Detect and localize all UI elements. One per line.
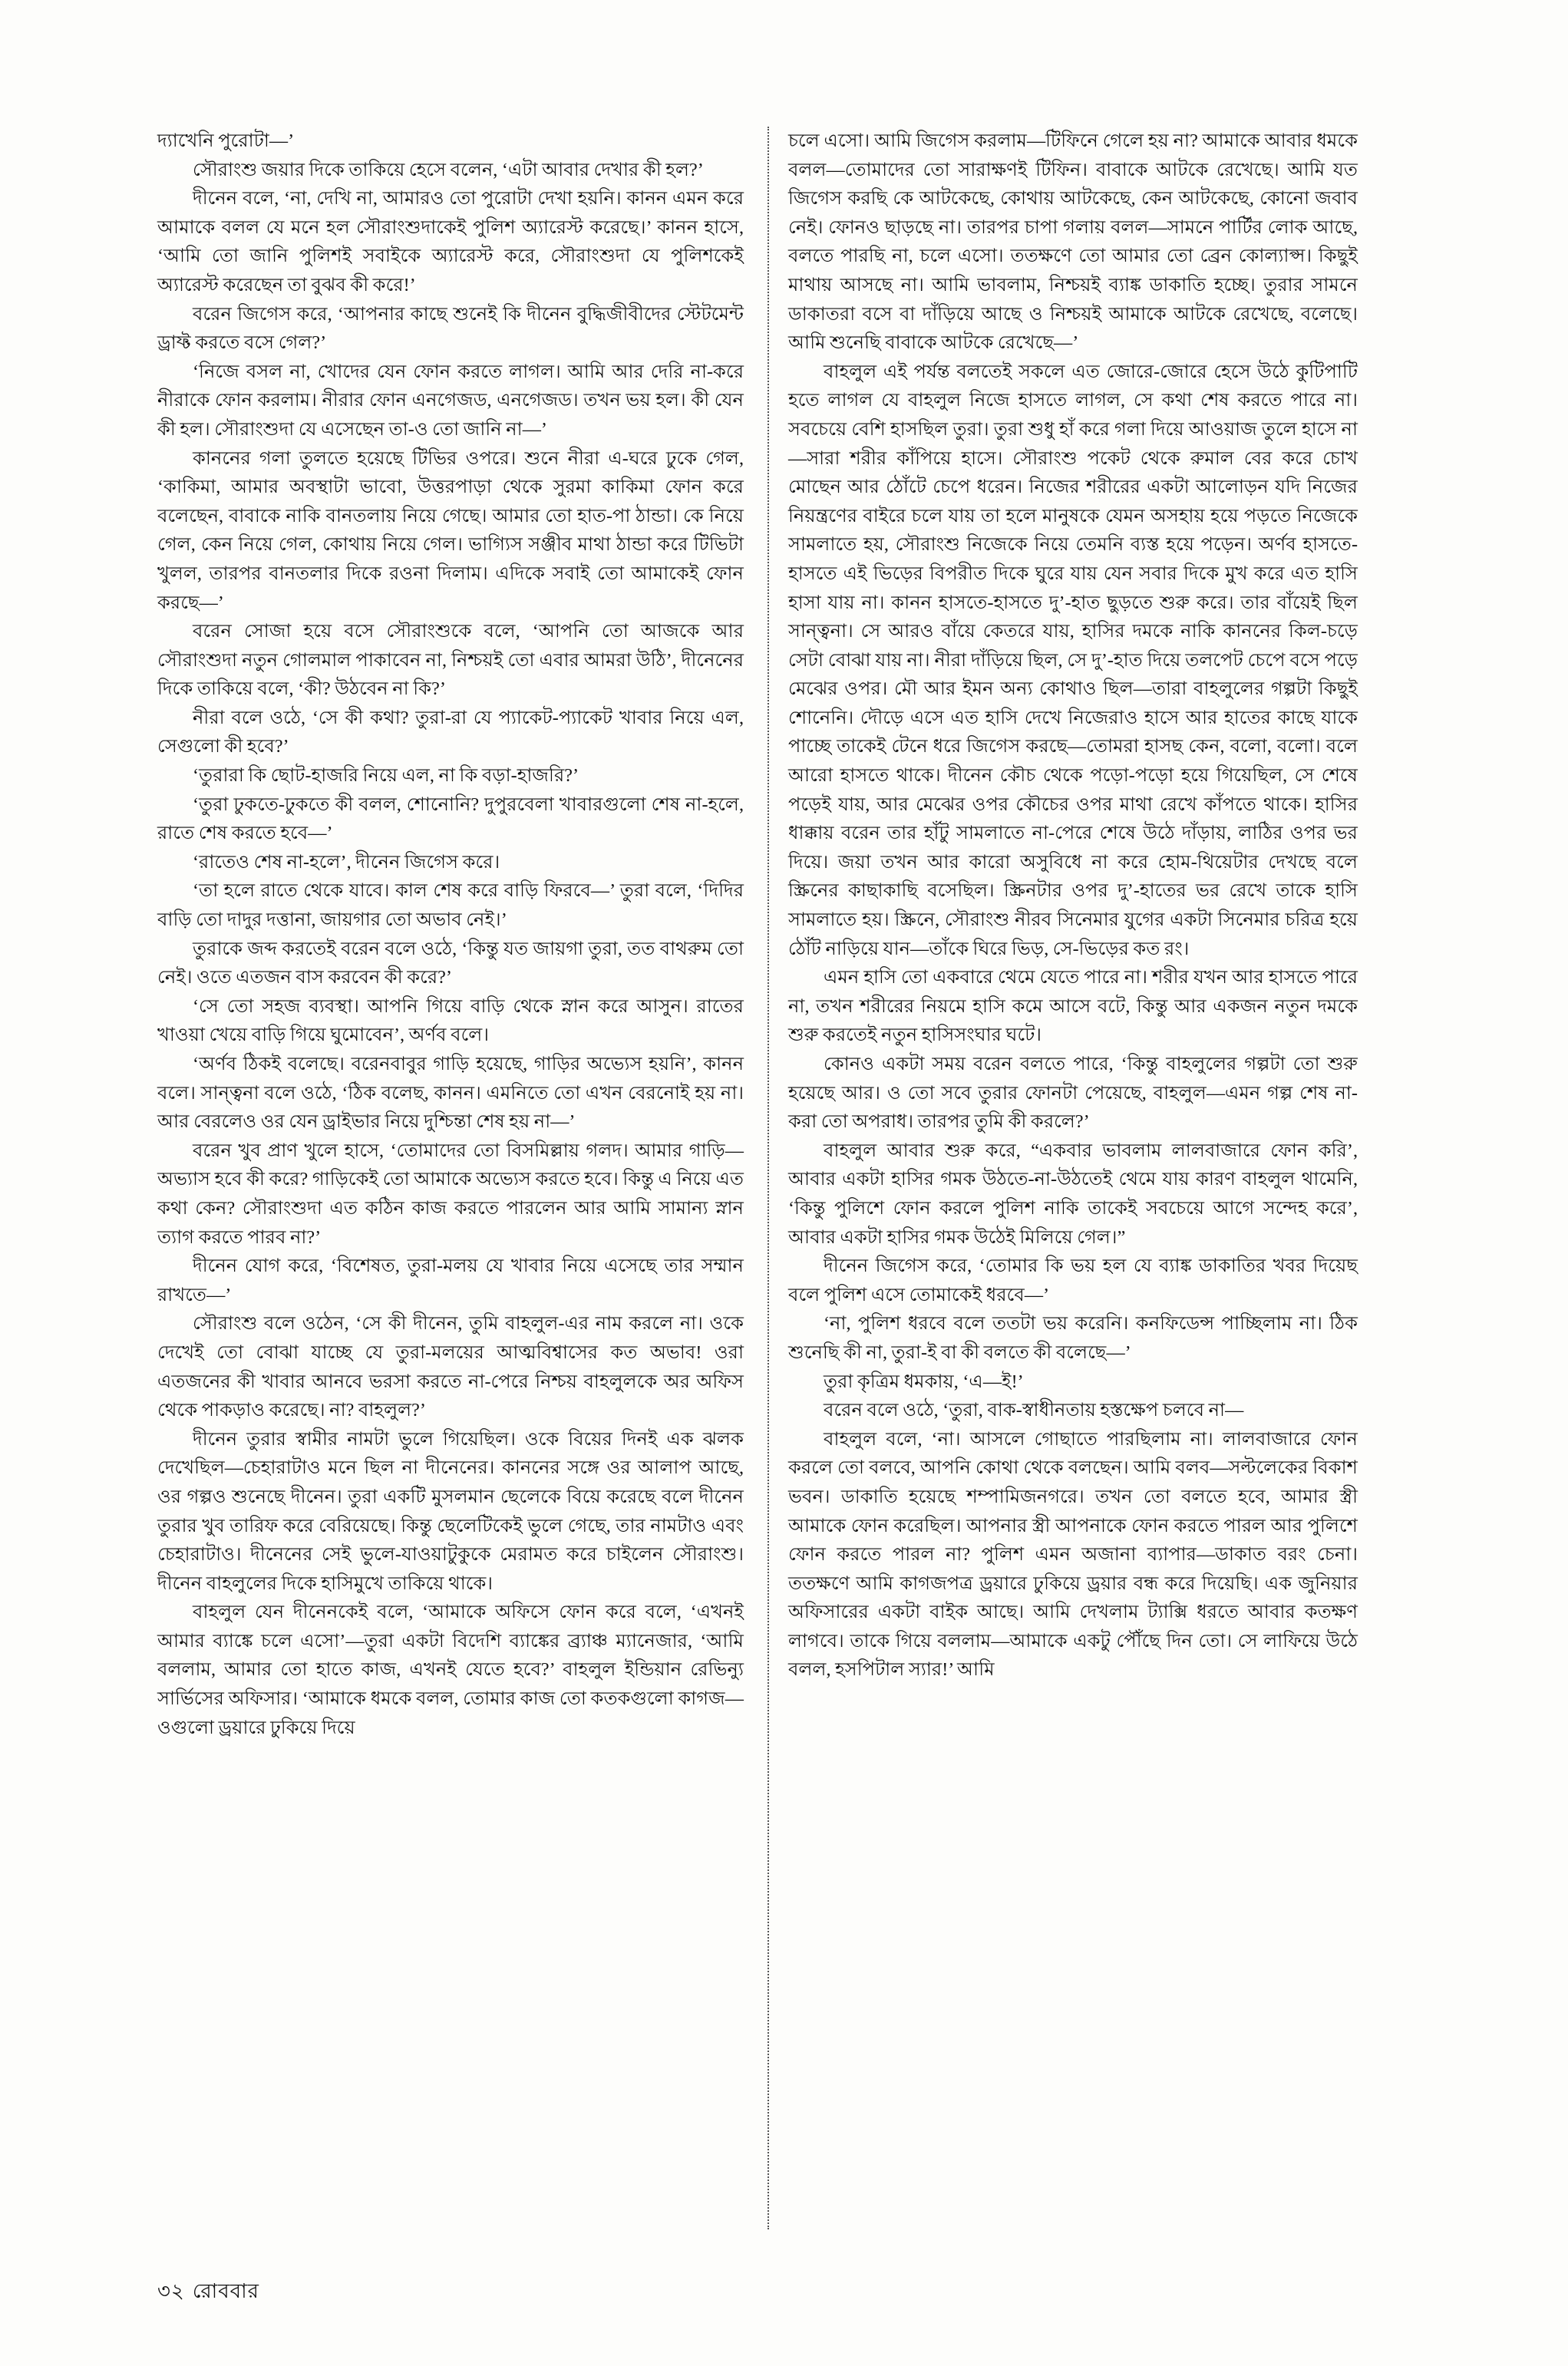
paragraph: বরেন খুব প্রাণ খুলে হাসে, ‘তোমাদের তো বিসমিল্লায় গলদ। আমার গাড়ি—অভ্যাস হবে কী করে? গাড়িকেই তো আমাকে অভ্যেস করতে হবে। কিন্তু এ নিয়ে এত কথা কেন? সৌরাংশুদা এত কঠিন কাজ করতে পারলেন আর আমি সামান্য স্নান ত্যাগ করতে পারব না?’ xyxy=(157,1140,744,1248)
paragraph: বাহলুল বলে, ‘না। আসলে গোছাতে পারছিলাম না। লালবাজারে ফোন করলে তো বলবে, আপনি কোথা থেকে বলছেন। আমি বলব—সল্টলেকের বিকাশ ভবন। ডাকাতি হয়েছে শম্পামিজনগরে। তখন তো বলতে হবে, আমার স্ত্রী আমাকে ফোন করেছিল। আপনার স্ত্রী আপনাকে ফোন করতে পারল আর পুলিশে ফোন করতে পারল না? পুলিশ এমন অজানা ব্যাপার—ডাকাত বরং চেনা। ততক্ষণে আমি কাগজপত্র ড্রয়ারে ঢুকিয়ে ড্রয়ার বন্ধ করে দিয়েছি। এক জুনিয়ার অফিসারের একটা বাইক আছে। আমি দেখলাম ট্যাক্সি ধরতে আবার কতক্ষণ লাগবে। তাকে গিয়ে বললাম—আমাকে একটু পৌঁছে দিন তো। সে লাফিয়ে উঠে বলল, হসপিটাল স্যার!’ আমি xyxy=(788,1428,1358,1681)
paragraph: দ্যাখেনি পুরোটা—’ xyxy=(157,130,295,151)
paragraph: বরেন বলে ওঠে, ‘তুরা, বাক-স্বাধীনতায় হস্তক্ষেপ চলবে না— xyxy=(824,1400,1244,1421)
paragraph: তুরা কৃত্রিম ধমকায়, ‘এ—ই!’ xyxy=(824,1371,1024,1392)
paragraph: নীরা বলে ওঠে, ‘সে কী কথা? তুরা-রা যে প্যাকেট-প্যাকেট খাবার নিয়ে এল, সেগুলো কী হবে?’ xyxy=(157,707,744,757)
paragraph: বাহলুল এই পর্যন্ত বলতেই সকলে এত জোরে-জোরে হেসে উঠে কুটিপাটি হতে লাগল যে বাহলুল নিজে হাসতে লাগল, সে কথা শেষ করতে পারে না। সবচেয়ে বেশি হাসছিল তুরা। তুরা শুধু হাঁ করে গলা দিয়ে আওয়াজ তুলে হাসে না—সারা শরীর কাঁপিয়ে হাসে। সৌরাংশু পকেট থেকে রুমাল বের করে চোখ মোছেন আর ঠোঁটে চেপে ধরেন। নিজের শরীরের একটা আলোড়ন যদি নিজের নিয়ন্ত্রণের বাইরে চলে যায় তা হলে মানুষকে যেমন অসহায় হয়ে পড়তে নিজেকে সামলাতে হয়, সৌরাংশু নিজেকে নিয়ে তেমনি ব্যস্ত হয়ে পড়েন। অর্ণব হাসতে-হাসতে এই ভিড়ের বিপরীত দিকে ঘুরে যায় যেন সবার দিকে মুখ করে এত হাসি হাসা যায় না। কানন হাসতে-হাসতে দু’-হাত ছুড়তে শুরু করে। তার বাঁয়েই ছিল সান্ত্বনা। সে আরও বাঁয়ে কেতরে যায়, হাসির দমকে নাকি কাননের কিল-চড়ে সেটা বোঝা যায় না। নীরা দাঁড়িয়ে ছিল, সে দু’-হাত দিয়ে তলপেট চেপে বসে পড়ে মেঝের ওপর। মৌ আর ইমন অন্য কোথাও ছিল—তারা বাহলুলের গল্পটা কিছুই শোনেনি। দৌড়ে এসে এত হাসি দেখে নিজেরাও হাসে আর হাতের কাছে যাকে পাচ্ছে তাকেই টেনে ধরে জিগেস করছে—তোমরা হাসছ কেন, বলো, বলো। বলে আরো হাসতে থাকে। দীনেন কৌচ থেকে পড়ো-পড়ো হয়ে গিয়েছিল, সে শেষে পড়েই যায়, আর মেঝের ওপর কৌচের ওপর মাথা রেখে কাঁপতে থাকে। হাসির ধাক্কায় বরেন তার হাঁটু সামলাতে না-পেরে শেষে উঠে দাঁড়ায়, লাঠির ওপর ভর দিয়ে। জয়া তখন আর কারো অসুবিধে না করে হোম-থিয়েটার দেখছে বলে স্ক্রিনের কাছাকাছি বসেছিল। স্ক্রিনটার ওপর দু’-হাতের ভর রেখে তাকে হাসি সামলাতে হয়। স্ক্রিনে, সৌরাংশু নীরব সিনেমার যুগের একটা সিনেমার চরিত্র হয়ে ঠোঁট নাড়িয়ে যান—তাঁকে ঘিরে ভিড়, সে-ভিড়ের কত রং। xyxy=(788,361,1358,959)
publication-name: রোববার xyxy=(192,2280,259,2302)
paragraph: কাননের গলা তুলতে হয়েছে টিভির ওপরে। শুনে নীরা এ-ঘরে ঢুকে গেল, ‘কাকিমা, আমার অবস্থাটা ভাবো, উত্তরপাড়া থেকে সুরমা কাকিমা ফোন করে বলেছেন, বাবাকে নাকি বানতলায় নিয়ে গেছে। আমার তো হাত-পা ঠান্ডা। কে নিয়ে গেল, কেন নিয়ে গেল, কোথায় নিয়ে গেল। ভাগ্যিস সঞ্জীব মাথা ঠান্ডা করে টিভিটা খুলল, তারপর বানতলার দিকে রওনা দিলাম। এদিকে সবাই তো আমাকেই ফোন করছে—’ xyxy=(157,447,744,613)
paragraph: ‘না, পুলিশ ধরবে বলে ততটা ভয় করেনি। কনফিডেন্স পাচ্ছিলাম না। ঠিক শুনেছি কী না, তুরা-ই বা কী বলতে কী বলেছে—’ xyxy=(788,1313,1358,1363)
paragraph: ‘সে তো সহজ ব্যবস্থা। আপনি গিয়ে বাড়ি থেকে স্নান করে আসুন। রাতের খাওয়া খেয়ে বাড়ি গিয়ে ঘুমোবেন’, অর্ণব বলে। xyxy=(157,995,744,1046)
paragraph: দীনেন বলে, ‘না, দেখি না, আমারও তো পুরোটা দেখা হয়নি। কানন এমন করে আমাকে বলল যে মনে হল সৌরাংশুদাকেই পুলিশ অ্যারেস্ট করেছে।’ কানন হাসে, ‘আমি তো জানি পুলিশই সবাইকে অ্যারেস্ট করে, সৌরাংশুদা যে পুলিশকেই অ্যারেস্ট করেছেন তা বুঝব কী করে!’ xyxy=(157,188,744,295)
paragraph: সৌরাংশু বলে ওঠেন, ‘সে কী দীনেন, তুমি বাহলুল-এর নাম করলে না। ওকে দেখেই তো বোঝা যাচ্ছে যে তুরা-মলয়ের আত্মবিশ্বাসের কত অভাব! ওরা এতজনের কী খাবার আনবে ভরসা করতে না-পেরে নিশ্চয় বাহলুলকে অর অফিস থেকে পাকড়াও করেছে। না? বাহলুল?’ xyxy=(157,1313,744,1421)
paragraph: দীনেন তুরার স্বামীর নামটা ভুলে গিয়েছিল। ওকে বিয়ের দিনই এক ঝলক দেখেছিল—চেহারাটাও মনে ছিল না দীনেনের। কাননের সঙ্গে ওর আলাপ আছে, ওর গল্পও শুনেছে দীনেন। তুরা একটি মুসলমান ছেলেকে বিয়ে করেছে বলে দীনেন তুরার খুব তারিফ করে বেরিয়েছে। কিন্তু ছেলেটিকেই ভুলে গেছে, তার নামটাও এবং চেহারাটাও। দীনেনের সেই ভুলে-যাওয়াটুকুকে মেরামত করে চাইলেন সৌরাংশু। দীনেন বাহলুলের দিকে হাসিমুখে তাকিয়ে থাকে। xyxy=(157,1428,744,1594)
paragraph: ‘অর্ণব ঠিকই বলেছে। বরেনবাবুর গাড়ি হয়েছে, গাড়ির অভ্যেস হয়নি’, কানন বলে। সান্ত্বনা বলে ওঠে, ‘ঠিক বলেছ, কানন। এমনিতে তো এখন বেরনোই হয় না। আর বেরলেও ওর যেন ড্রাইভার নিয়ে দুশ্চিন্তা শেষ হয় না—’ xyxy=(157,1054,744,1133)
paragraph: ‘রাতেও শেষ না-হলে’, দীনেন জিগেস করে। xyxy=(193,851,500,873)
paragraph: কোনও একটা সময় বরেন বলতে পারে, ‘কিন্তু বাহলুলের গল্পটা তো শুরু হয়েছে আর। ও তো সবে তুরার ফোনটা পেয়েছে, বাহলুল—এমন গল্প শেষ না-করা তো অপরাধ। তারপর তুমি কী করলে?’ xyxy=(788,1054,1358,1133)
paragraph: সৌরাংশু জয়ার দিকে তাকিয়ে হেসে বলেন, ‘এটা আবার দেখার কী হল?’ xyxy=(193,159,704,180)
page-content xyxy=(157,127,1416,2256)
paragraph: বাহলুল যেন দীনেনকেই বলে, ‘আমাকে অফিসে ফোন করে বলে, ‘এখনই আমার ব্যাঙ্কে চলে এসো’—তুরা একটা বিদেশি ব্যাঙ্কের ব্র্যাঞ্চ ম্যানেজার, ‘আমি বললাম, আমার তো হাতে কাজ, এখনই যেতে হবে?’ বাহলুল ইন্ডিয়ান রেভিন্যু সার্ভিসের অফিসার। ‘আমাকে ধমকে বলল, তোমার কাজ তো কতকগুলো কাগজ—ওগুলো ড্রয়ারে ঢুকিয়ে দিয়ে xyxy=(157,1602,744,1738)
paragraph: বাহলুল আবার শুরু করে, “একবার ভাবলাম লালবাজারে ফোন করি’, আবার একটা হাসির গমক উঠতে-না-উঠতেই থেমে যায় কারণ বাহলুল থামেনি, ‘কিন্তু পুলিশে ফোন করলে পুলিশ নাকি তাকেই সবচেয়ে আগে সন্দেহ করে’, আবার একটা হাসির গমক উঠেই মিলিয়ে গেল।” xyxy=(788,1140,1358,1248)
paragraph: ‘তুরা ঢুকতে-ঢুকতে কী বলল, শোনোনি? দুপুরবেলা খাবারগুলো শেষ না-হলে, রাতে শেষ করতে হবে—’ xyxy=(157,794,744,844)
right-text-column xyxy=(758,127,1358,2256)
paragraph: ‘তুরারা কি ছোট-হাজরি নিয়ে এল, না কি বড়া-হাজরি?’ xyxy=(193,765,579,787)
page-footer xyxy=(157,2275,259,2309)
paragraph: তুরাকে জব্দ করতেই বরেন বলে ওঠে, ‘কিন্তু যত জায়গা তুরা, তত বাথরুম তো নেই। ওতে এতজন বাস করবেন কী করে?’ xyxy=(157,938,744,988)
paragraph: বরেন সোজা হয়ে বসে সৌরাংশুকে বলে, ‘আপনি তো আজকে আর সৌরাংশুদা নতুন গোলমাল পাকাবেন না, নিশ্চয়ই তো এবার আমরা উঠি’, দীনেনের দিকে তাকিয়ে বলে, ‘কী? উঠবেন না কি?’ xyxy=(157,621,744,700)
page-number: ৩২ xyxy=(157,2280,185,2302)
paragraph: এমন হাসি তো একবারে থেমে যেতে পারে না। শরীর যখন আর হাসতে পারে না, তখন শরীরের নিয়মে হাসি কমে আসে বটে, কিন্তু আর একজন নতুন দমকে শুরু করতেই নতুন হাসিসংঘার ঘটে। xyxy=(788,967,1358,1046)
two-column-layout xyxy=(157,127,1416,2256)
paragraph: দীনেন যোগ করে, ‘বিশেষত, তুরা-মলয় যে খাবার নিয়ে এসেছে তার সম্মান রাখতে—’ xyxy=(157,1256,744,1305)
paragraph: ‘নিজে বসল না, খোদের যেন ফোন করতে লাগল। আমি আর দেরি না-করে নীরাকে ফোন করলাম। নীরার ফোন এনগেজড, এনগেজড। তখন ভয় হল। কী যেন কী হল। সৌরাংশুদা যে এসেছেন তা-ও তো জানি না—’ xyxy=(157,361,744,440)
left-text-column xyxy=(157,127,758,2256)
paragraph: বরেন জিগেস করে, ‘আপনার কাছে শুনেই কি দীনেন বুদ্ধিজীবীদের স্টেটমেন্ট ড্রাফ্ট করতে বসে গেল?’ xyxy=(157,303,744,354)
paragraph: চলে এসো। আমি জিগেস করলাম—টিফিনে গেলে হয় না? আমাকে আবার ধমকে বলল—তোমাদের তো সারাক্ষণই টিফিন। বাবাকে আটকে রেখেছে। আমি যত জিগেস করছি কে আটকেছে, কোথায় আটকেছে, কেন আটকেছে, কোনো জবাব নেই। ফোনও ছাড়ছে না। তারপর চাপা গলায় বলল—সামনে পার্টির লোক আছে, বলতে পারছি না, চলে এসো। ততক্ষণে তো আমার তো ব্রেন কোল্যাপ্স। কিছুই মাথায় আসছে না। আমি ভাবলাম, নিশ্চয়ই ব্যাঙ্ক ডাকাতি হচ্ছে। তুরার সামনে ডাকাতরা বসে বা দাঁড়িয়ে আছে ও নিশ্চয়ই আমাকে আটকে রেখেছে, বলেছে। আমি শুনেছি বাবাকে আটকে রেখেছে—’ xyxy=(788,130,1358,354)
paragraph: দীনেন জিগেস করে, ‘তোমার কি ভয় হল যে ব্যাঙ্ক ডাকাতির খবর দিয়েছ বলে পুলিশ এসে তোমাকেই ধরবে—’ xyxy=(788,1256,1358,1305)
paragraph: ‘তা হলে রাতে থেকে যাবে। কাল শেষ করে বাড়ি ফিরবে—’ তুরা বলে, ‘দিদির বাড়ি তো দাদুর দত্তানা, জায়গার তো অভাব নেই।’ xyxy=(157,880,744,931)
column-divider xyxy=(767,127,771,2229)
